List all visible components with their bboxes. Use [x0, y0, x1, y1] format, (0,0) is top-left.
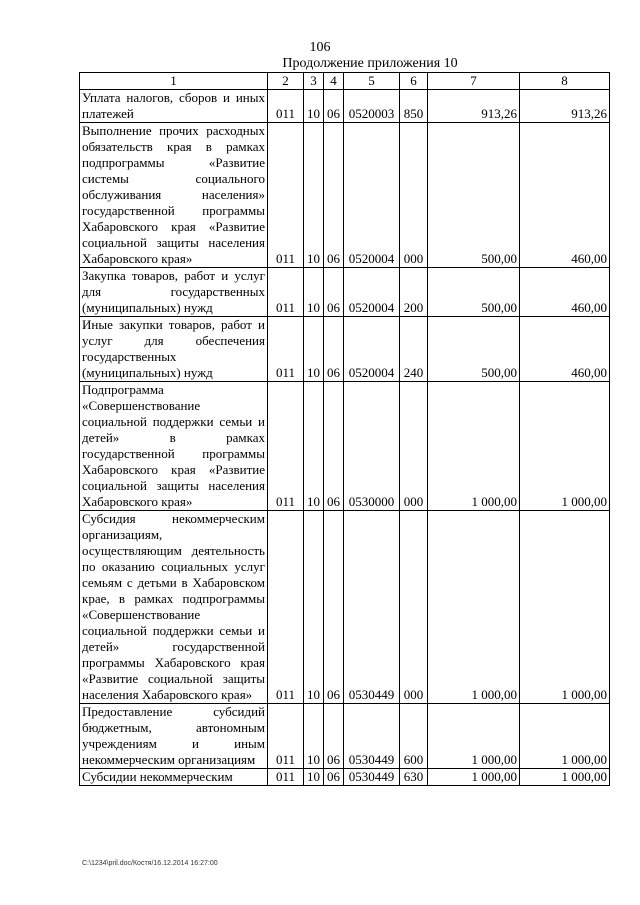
- target-article-code: 0530449: [344, 704, 400, 769]
- target-article-code: 0520004: [344, 268, 400, 317]
- section-code: 10: [304, 317, 324, 382]
- subsection-code: 06: [324, 511, 344, 704]
- section-code: 10: [304, 704, 324, 769]
- table-row: [80, 704, 610, 769]
- ministry-code: 011: [268, 769, 304, 786]
- row-description: Подпрограмма «Совершенствование социальной поддержки семьи и детей» в рамках государственной программы Хабаровского края «Развитие социальной защиты населения Хабаровского края»: [80, 382, 268, 511]
- continuation-title: Продолжение приложения 10: [282, 56, 458, 71]
- amount-col8: 460,00: [520, 123, 610, 268]
- expense-type-code: 000: [400, 382, 428, 511]
- row-description: Уплата налогов, сборов и иных платежей: [80, 90, 268, 123]
- section-code: 10: [304, 90, 324, 123]
- amount-col7: 1 000,00: [428, 704, 520, 769]
- target-article-code: 0520003: [344, 90, 400, 123]
- column-header: 8: [520, 73, 610, 90]
- amount-col7: 1 000,00: [428, 511, 520, 704]
- section-code: 10: [304, 123, 324, 268]
- row-description: Закупка товаров, работ и услуг для государственных (муниципальных) нужд: [80, 268, 268, 317]
- subsection-code: 06: [324, 317, 344, 382]
- subsection-code: 06: [324, 769, 344, 786]
- column-header: 1: [80, 73, 268, 90]
- amount-col7: 500,00: [428, 317, 520, 382]
- amount-col8: 913,26: [520, 90, 610, 123]
- target-article-code: 0530000: [344, 382, 400, 511]
- ministry-code: 011: [268, 317, 304, 382]
- subsection-code: 06: [324, 382, 344, 511]
- table-header-row: [80, 73, 610, 90]
- amount-col7: 913,26: [428, 90, 520, 123]
- row-description: Иные закупки товаров, работ и услуг для обеспечения государственных (муниципальных) нужд: [80, 317, 268, 382]
- amount-col7: 1 000,00: [428, 769, 520, 786]
- target-article-code: 0530449: [344, 769, 400, 786]
- column-header: 7: [428, 73, 520, 90]
- row-description: Субсидия некоммерческим организациям, осуществляющим деятельность по оказанию социальных услуг семьям с детьми в Хабаровском крае, в рамках подпрограммы «Совершенствование социальной поддержки семьи и детей» государственной программы Хабаровского края «Развитие социальной защиты населения Хабаровского края»: [80, 511, 268, 704]
- amount-col7: 500,00: [428, 123, 520, 268]
- expense-type-code: 630: [400, 769, 428, 786]
- table-row: [80, 268, 610, 317]
- ministry-code: 011: [268, 268, 304, 317]
- page-number: 106: [309, 40, 331, 55]
- ministry-code: 011: [268, 382, 304, 511]
- amount-col7: 500,00: [428, 268, 520, 317]
- row-description: Выполнение прочих расходных обязательств края в рамках подпрограммы «Развитие системы социального обслуживания населения» государственной программы Хабаровского края «Развитие социальной защиты населения Хабаровского края»: [80, 123, 268, 268]
- table-row: [80, 382, 610, 511]
- subsection-code: 06: [324, 268, 344, 317]
- appendix-table: [79, 72, 610, 786]
- target-article-code: 0520004: [344, 123, 400, 268]
- column-header: 4: [324, 73, 344, 90]
- expense-type-code: 200: [400, 268, 428, 317]
- expense-type-code: 850: [400, 90, 428, 123]
- expense-type-code: 000: [400, 123, 428, 268]
- section-code: 10: [304, 511, 324, 704]
- subsection-code: 06: [324, 90, 344, 123]
- amount-col8: 460,00: [520, 317, 610, 382]
- footer-file-path: C:\1234\pril.doc/Костя/16.12.2014 16:27:00: [82, 860, 218, 867]
- subsection-code: 06: [324, 704, 344, 769]
- amount-col7: 1 000,00: [428, 382, 520, 511]
- row-description: Предоставление субсидий бюджетным, автономным учреждениям и иным некоммерческим организациям: [80, 704, 268, 769]
- expense-type-code: 240: [400, 317, 428, 382]
- table-row: [80, 769, 610, 786]
- column-header: 6: [400, 73, 428, 90]
- ministry-code: 011: [268, 511, 304, 704]
- section-code: 10: [304, 268, 324, 317]
- column-header: 5: [344, 73, 400, 90]
- amount-col8: 1 000,00: [520, 511, 610, 704]
- section-code: 10: [304, 382, 324, 511]
- section-code: 10: [304, 769, 324, 786]
- table-row: [80, 123, 610, 268]
- amount-col8: 1 000,00: [520, 769, 610, 786]
- amount-col8: 1 000,00: [520, 704, 610, 769]
- amount-col8: 460,00: [520, 268, 610, 317]
- table-row: [80, 90, 610, 123]
- ministry-code: 011: [268, 90, 304, 123]
- ministry-code: 011: [268, 704, 304, 769]
- column-header: 3: [304, 73, 324, 90]
- row-description: Субсидии некоммерческим: [80, 769, 268, 786]
- table-row: [80, 317, 610, 382]
- column-header: 2: [268, 73, 304, 90]
- expense-type-code: 000: [400, 511, 428, 704]
- target-article-code: 0530449: [344, 511, 400, 704]
- ministry-code: 011: [268, 123, 304, 268]
- table-row: [80, 511, 610, 704]
- subsection-code: 06: [324, 123, 344, 268]
- amount-col8: 1 000,00: [520, 382, 610, 511]
- target-article-code: 0520004: [344, 317, 400, 382]
- expense-type-code: 600: [400, 704, 428, 769]
